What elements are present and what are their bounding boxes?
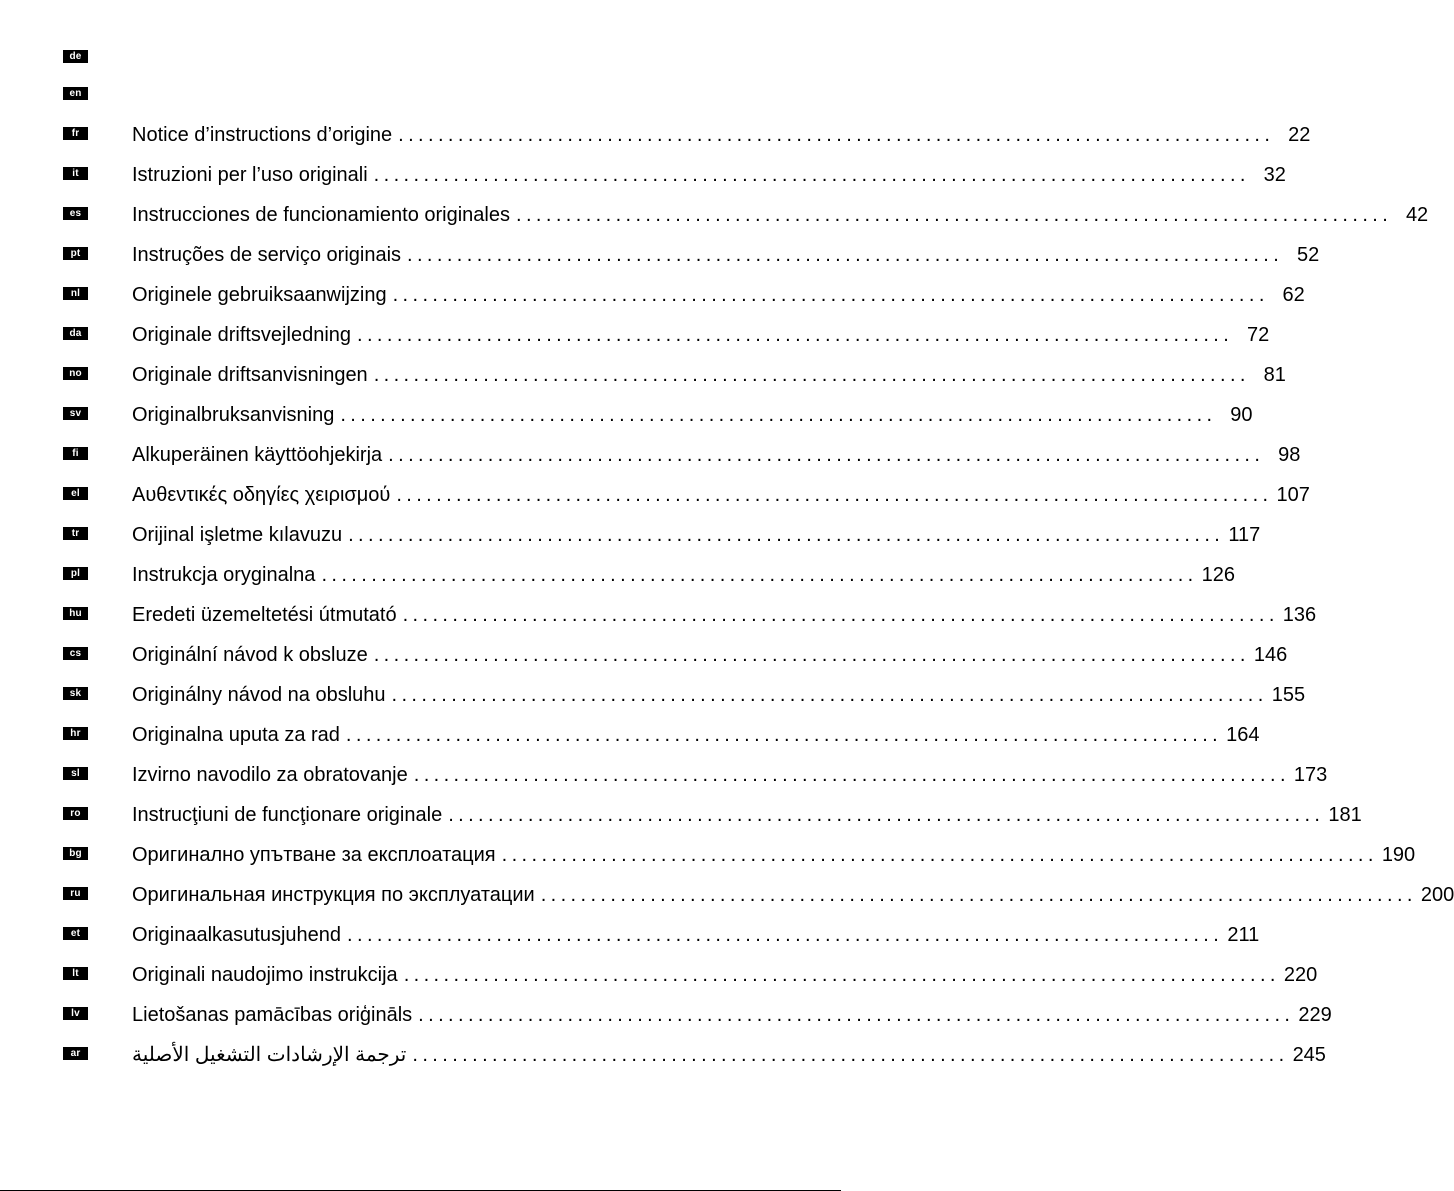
toc-entry-title: Originalbruksanvisning bbox=[132, 404, 335, 426]
dot-leader: ........................................................................................ bbox=[413, 764, 1290, 786]
toc-page-number: 164 bbox=[1226, 724, 1260, 746]
dot-leader: ........................................................................................ bbox=[391, 684, 1268, 706]
toc-entry-title: Instrukcja oryginalna bbox=[132, 564, 316, 586]
toc-entry-title: Αυθεντικές οδηγίες χειρισμού bbox=[132, 484, 391, 506]
toc-entry-title: Orijinal işletme kılavuzu bbox=[132, 524, 343, 546]
toc-page-number: 245 bbox=[1292, 1044, 1326, 1066]
toc-row-el[interactable] bbox=[0, 477, 1310, 517]
dot-leader: ........................................................................................ bbox=[373, 364, 1250, 386]
toc-row-pl[interactable] bbox=[0, 557, 1235, 597]
toc-page-number: 72 bbox=[1246, 324, 1270, 346]
dot-leader: ........................................................................................ bbox=[403, 964, 1280, 986]
toc-page-number: 200 bbox=[1420, 884, 1454, 906]
toc-entry-title: Instruções de serviço originais bbox=[132, 244, 402, 266]
dot-leader: ........................................................................................ bbox=[392, 284, 1269, 306]
dot-leader: ........................................................................................ bbox=[340, 404, 1217, 426]
toc-row-pt[interactable] bbox=[0, 237, 1320, 277]
toc-entry-title: Originali naudojimo instrukcija bbox=[132, 964, 398, 986]
dot-leader: ........................................................................................ bbox=[373, 644, 1250, 666]
language-badge: el bbox=[63, 487, 88, 500]
toc-row-no[interactable] bbox=[0, 357, 1286, 397]
toc-row-de bbox=[0, 37, 841, 77]
toc-entry-title: Lietošanas pamācības oriģināls bbox=[132, 1004, 413, 1026]
language-badge: ru bbox=[63, 887, 88, 900]
toc-row-ru[interactable] bbox=[0, 877, 1454, 917]
toc-row-sv[interactable] bbox=[0, 397, 1253, 437]
language-badge: de bbox=[63, 50, 88, 63]
dot-leader: ........................................................................................ bbox=[388, 444, 1265, 466]
toc-page-number: 211 bbox=[1227, 924, 1260, 946]
dot-leader: ........................................................................................ bbox=[412, 1044, 1289, 1066]
toc-entry-title: Izvirno navodilo za obratovanje bbox=[132, 764, 408, 786]
language-badge: es bbox=[63, 207, 88, 220]
toc-entry-title: Instrucciones de funcionamiento originales bbox=[132, 204, 510, 226]
toc-page-number: 22 bbox=[1288, 124, 1311, 146]
language-badge: et bbox=[63, 927, 88, 940]
toc-row-da[interactable] bbox=[0, 317, 1270, 357]
dot-leader: ........................................................................................ bbox=[418, 1004, 1295, 1026]
toc-page-number: 42 bbox=[1405, 204, 1429, 226]
toc-row-sl[interactable] bbox=[0, 757, 1328, 797]
dot-leader: ........................................................................................ bbox=[540, 884, 1417, 906]
language-badge: pt bbox=[63, 247, 88, 260]
language-badge: sk bbox=[63, 687, 88, 700]
toc-row-hr[interactable] bbox=[0, 717, 1260, 757]
language-badge: nl bbox=[63, 287, 88, 300]
dot-leader: ........................................................................................ bbox=[398, 124, 1275, 146]
toc-entry-title: Notice d’instructions d’origine bbox=[132, 124, 393, 146]
language-badge: cs bbox=[63, 647, 88, 660]
language-badge: pl bbox=[63, 567, 88, 580]
toc-row-fi[interactable] bbox=[0, 437, 1301, 477]
language-badge: bg bbox=[63, 847, 88, 860]
language-badge: it bbox=[63, 167, 88, 180]
toc-page-number: 181 bbox=[1328, 804, 1362, 826]
toc-entry-title: ترجمة الإرشادات التشغيل الأصلية bbox=[132, 1044, 407, 1066]
toc-entry-title: Eredeti üzemeltetési útmutató bbox=[132, 604, 397, 626]
dot-leader: ........................................................................................ bbox=[516, 204, 1393, 226]
toc-row-en bbox=[0, 77, 841, 117]
language-badge: fi bbox=[63, 447, 88, 460]
toc-row-nl[interactable] bbox=[0, 277, 1305, 317]
language-badge: hr bbox=[63, 727, 88, 740]
dot-leader: ........................................................................................ bbox=[396, 484, 1273, 506]
toc-row-lv[interactable] bbox=[0, 997, 1332, 1037]
toc-page-number: 62 bbox=[1282, 284, 1305, 306]
language-badge: en bbox=[63, 87, 88, 100]
language-badge: hu bbox=[63, 607, 88, 620]
dot-leader: ........................................................................................ bbox=[448, 804, 1325, 826]
language-badge: da bbox=[63, 327, 88, 340]
toc-page-number: 98 bbox=[1278, 444, 1301, 466]
toc-page-number: 136 bbox=[1282, 604, 1317, 626]
dot-leader: ........................................................................................ bbox=[345, 724, 1223, 746]
toc-row-fr[interactable] bbox=[0, 117, 1311, 157]
toc-row-et[interactable] bbox=[0, 917, 1260, 957]
toc-page-number: 173 bbox=[1293, 764, 1328, 786]
dot-leader: ........................................................................................ bbox=[348, 524, 1225, 546]
toc-row-lt[interactable] bbox=[0, 957, 1318, 997]
toc-page-number: 32 bbox=[1263, 164, 1286, 186]
language-badge: tr bbox=[63, 527, 88, 540]
toc-entry-title: Alkuperäinen käyttöohjekirja bbox=[132, 444, 383, 466]
toc-row-ar[interactable] bbox=[0, 1037, 1326, 1077]
language-badge: sv bbox=[63, 407, 88, 420]
toc-page-number: 117 bbox=[1228, 524, 1261, 546]
toc-entry-title: Originaalkasutusjuhend bbox=[132, 924, 342, 946]
toc-entry-title: Originale driftsanvisningen bbox=[132, 364, 368, 386]
toc-row-hu[interactable] bbox=[0, 597, 1317, 637]
toc-page-number: 52 bbox=[1296, 244, 1320, 266]
language-badge: lv bbox=[63, 1007, 88, 1020]
toc-entry-title: Originálny návod na obsluhu bbox=[132, 684, 386, 706]
dot-leader: ........................................................................................ bbox=[347, 924, 1224, 946]
toc-page-number: 90 bbox=[1230, 404, 1253, 426]
toc-entry-title: Originele gebruiksaanwijzing bbox=[132, 284, 387, 306]
toc-page-number: 190 bbox=[1381, 844, 1416, 866]
toc-page-number: 126 bbox=[1201, 564, 1235, 586]
dot-leader: ........................................................................................ bbox=[501, 844, 1378, 866]
toc-row-ro[interactable] bbox=[0, 797, 1362, 837]
toc-entry-title: Originalna uputa za rad bbox=[132, 724, 340, 746]
toc-row-es[interactable] bbox=[0, 197, 1429, 237]
toc-row-it[interactable] bbox=[0, 157, 1286, 197]
toc-page-number: 146 bbox=[1253, 644, 1288, 666]
dot-leader: ........................................................................................ bbox=[402, 604, 1279, 626]
toc-page-number: 220 bbox=[1283, 964, 1318, 986]
toc-row-tr[interactable] bbox=[0, 517, 1261, 557]
toc-entry-title: Оригинальная инструкция по эксплуатации bbox=[132, 884, 535, 906]
toc-entry-title: Originální návod k obsluze bbox=[132, 644, 368, 666]
dot-leader: ........................................................................................ bbox=[407, 244, 1284, 266]
toc-row-cs[interactable] bbox=[0, 637, 1288, 677]
language-badge: lt bbox=[63, 967, 88, 980]
language-badge: sl bbox=[63, 767, 88, 780]
toc-row-bg[interactable] bbox=[0, 837, 1416, 877]
toc-entry-title: Istruzioni per l’uso originali bbox=[132, 164, 368, 186]
toc-page-number: 107 bbox=[1276, 484, 1310, 506]
language-badge: ar bbox=[63, 1047, 88, 1060]
dot-leader: ........................................................................................ bbox=[373, 164, 1250, 186]
language-badge: fr bbox=[63, 127, 88, 140]
toc-page-number: 81 bbox=[1263, 364, 1286, 386]
language-badge: ro bbox=[63, 807, 88, 820]
dot-leader: ........................................................................................ bbox=[321, 564, 1198, 586]
dot-leader: ........................................................................................ bbox=[357, 324, 1234, 346]
toc-page-number: 229 bbox=[1298, 1004, 1332, 1026]
toc-entry-title: Instrucţiuni de funcţionare originale bbox=[132, 804, 443, 826]
toc-row-sk[interactable] bbox=[0, 677, 1306, 717]
language-badge: no bbox=[63, 367, 88, 380]
toc-entry-title: Оригинално упътване за експлоатация bbox=[132, 844, 496, 866]
toc-page-number: 155 bbox=[1271, 684, 1306, 706]
toc-entry-title: Originale driftsvejledning bbox=[132, 324, 352, 346]
